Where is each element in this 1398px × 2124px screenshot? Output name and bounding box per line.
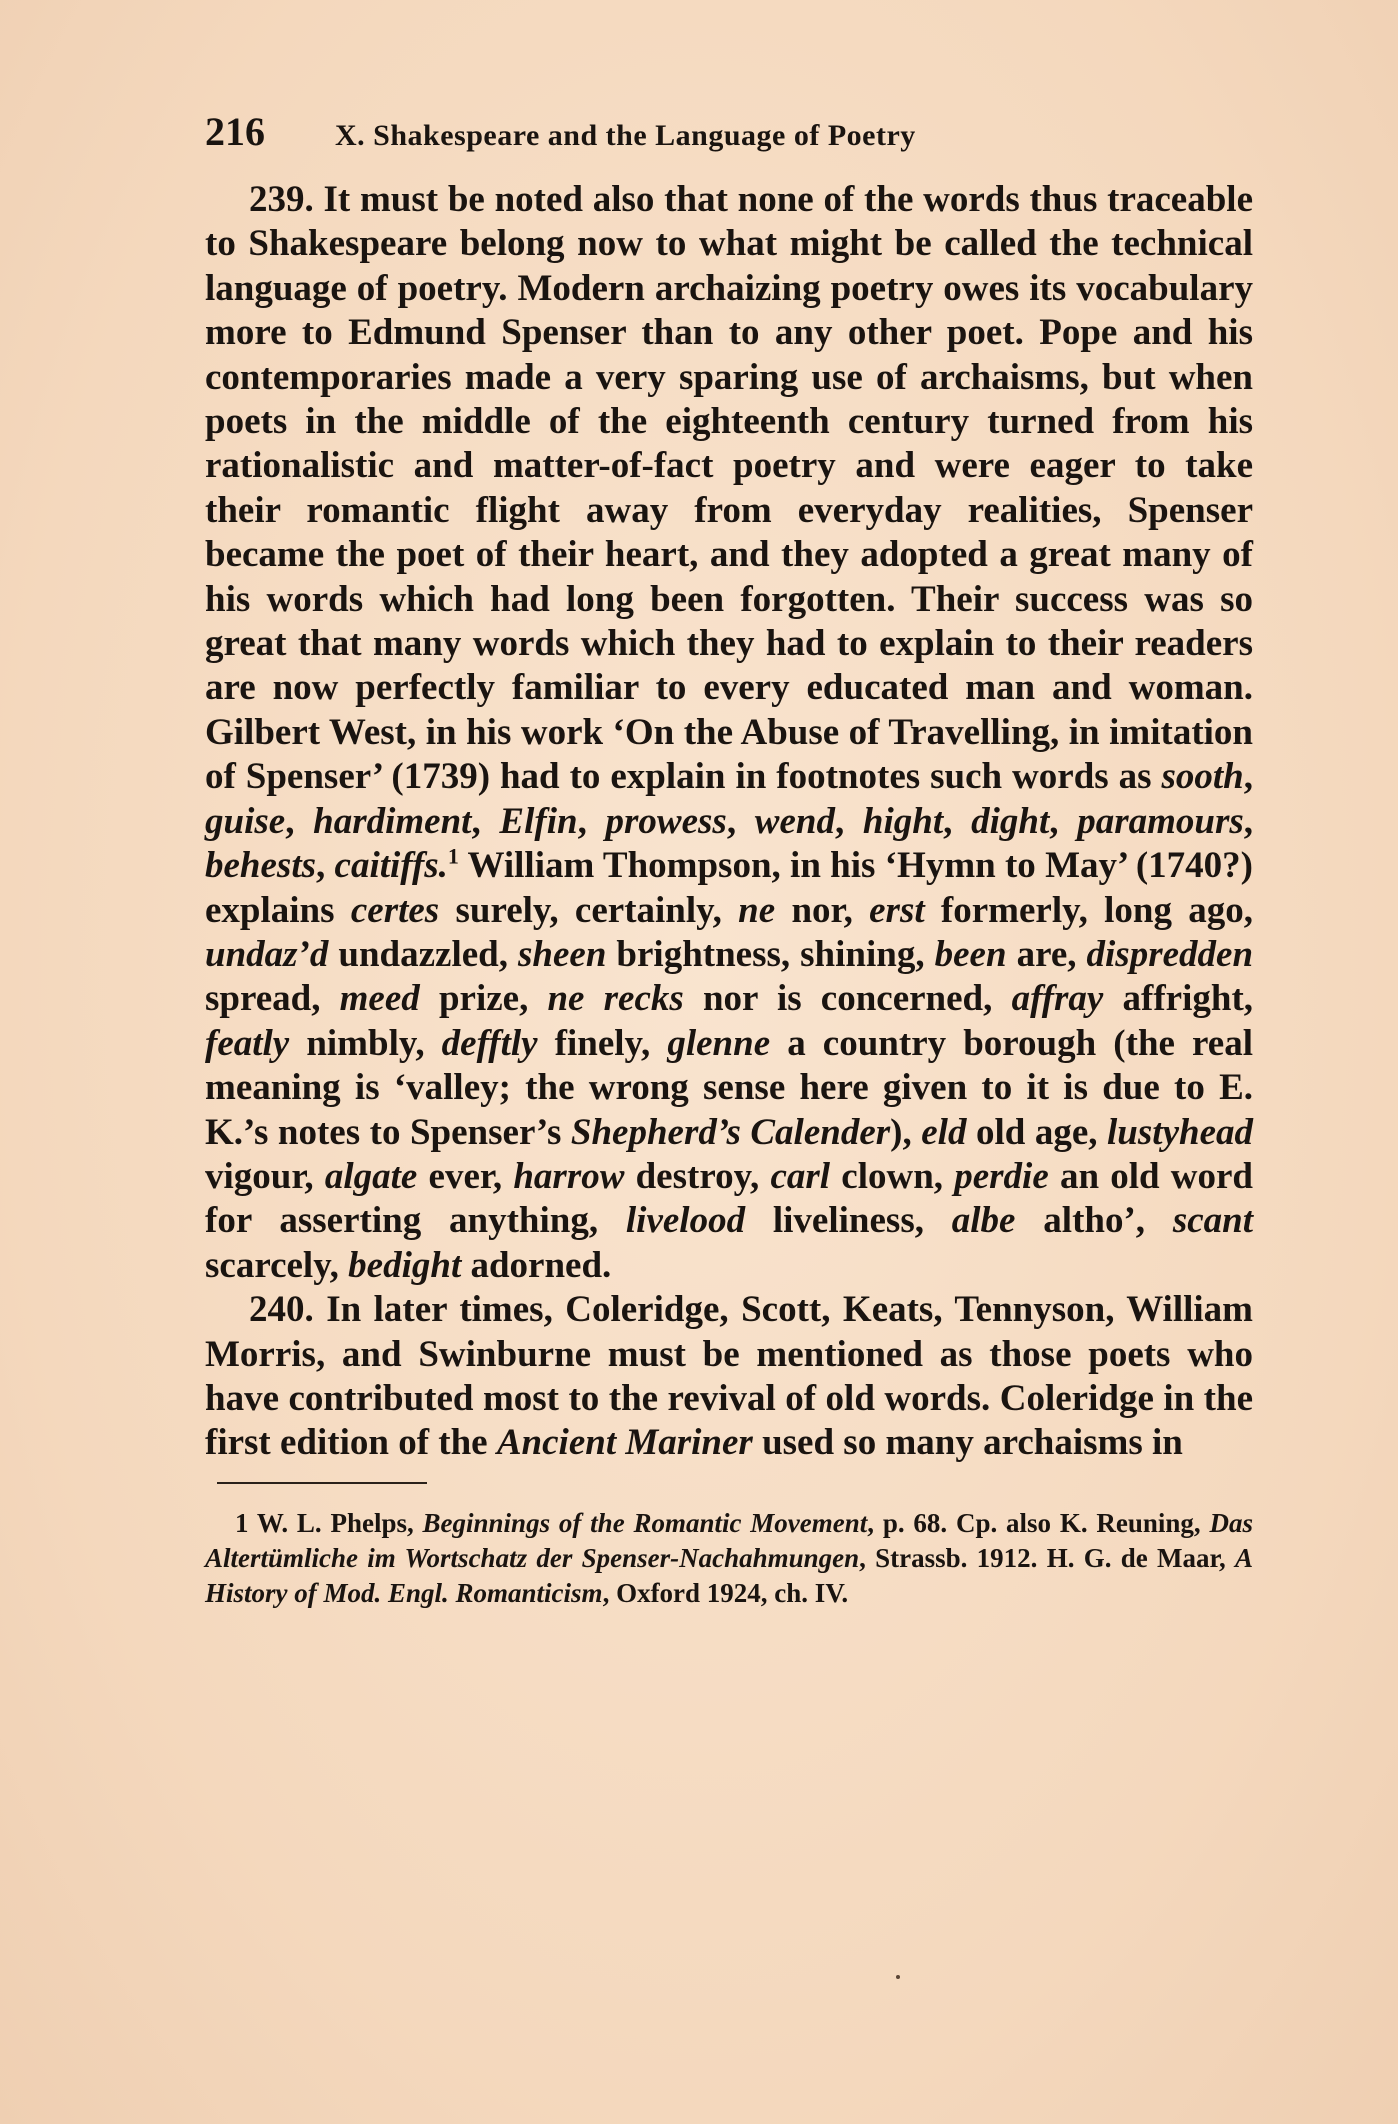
- text-run: It must be noted also that none of the words thus traceable to Shakespeare belong now to what might be called the technical language of poetry. Modern archaizing poetry owes its vocabulary more to Edmund Spenser than to any other poet. Pope and his contemporaries made a very sparing use of archaisms, but when poets in the middle of the eighteenth century turned from his rationalistic and matter-of-fact poetry and were eager to take their romantic flight away from everyday realities, Spenser became the poet of their heart, and they adopted a great many of his words which had long been forgotten. Their success was so great that many words which they had to explain to their readers are now perfectly familiar to every educated man and woman. Gilbert West, in his work ‘On the Abuse of Travelling, in imitation of Spenser’ (1739) had to explain in footnotes such words as: [205, 179, 1253, 798]
- archaic-word: prowess: [605, 800, 727, 842]
- separator: ,: [471, 800, 500, 842]
- separator: ,: [316, 845, 335, 887]
- separator: ,: [1243, 800, 1253, 842]
- separator: ,: [1049, 800, 1078, 842]
- archaic-word: perdie: [954, 1155, 1049, 1197]
- text-run: In later times, Coleridge, Scott, Keats, Tennyson, William Morris, and Swinburne must be mentioned as those poets who have contributed most to the revival of old words. Coleridge in the first edition of the: [205, 1289, 1253, 1464]
- archaic-word: been: [934, 933, 1007, 975]
- footnote-number: 1: [235, 1507, 249, 1538]
- separator: ,: [285, 800, 314, 842]
- book-title: Ancient Mariner: [496, 1422, 753, 1464]
- gloss: ),: [890, 1111, 922, 1153]
- gloss: affright,: [1103, 978, 1254, 1020]
- archaic-word: albe: [951, 1200, 1016, 1242]
- archaic-word: caitiffs.: [334, 845, 448, 887]
- separator: ,: [943, 800, 972, 842]
- paper-speck: [896, 1975, 900, 1979]
- archaic-word: guise: [205, 800, 286, 842]
- archaic-word: sooth: [1161, 756, 1244, 798]
- archaic-word: paramours: [1077, 800, 1244, 842]
- archaic-word: harrow: [513, 1155, 625, 1197]
- archaic-word: hight: [862, 800, 944, 842]
- gloss: undazzled,: [328, 933, 519, 975]
- gloss: liveliness,: [745, 1200, 952, 1242]
- gloss: spread,: [205, 978, 340, 1020]
- text-run: , p. 68. Cp. also K. Reuning,: [867, 1507, 1210, 1538]
- paragraph-239: [205, 178, 1253, 1288]
- gloss: nimbly,: [289, 1022, 442, 1064]
- separator: ,: [577, 800, 606, 842]
- archaic-word: glenne: [667, 1022, 771, 1064]
- gloss: nor,: [775, 889, 870, 931]
- text-run: , Oxford 1924, ch. IV.: [602, 1577, 849, 1608]
- archaic-word: algate: [324, 1155, 418, 1197]
- book-title: A History of Mod. Engl. Romanticism: [205, 1542, 1253, 1608]
- gloss: vigour,: [205, 1155, 325, 1197]
- archaic-word: meed: [339, 978, 420, 1020]
- text-run: W. L. Phelps,: [248, 1507, 423, 1538]
- archaic-word: certes: [350, 889, 440, 931]
- archaic-word: ne: [738, 889, 776, 931]
- footnote-reference: 1: [447, 843, 459, 869]
- archaic-word: sheen: [518, 933, 607, 975]
- archaic-word: livelood: [625, 1200, 746, 1242]
- gloss: brightness, shining,: [606, 933, 935, 975]
- gloss: formerly, long ago,: [924, 889, 1254, 931]
- paragraph-240: [205, 1288, 1253, 1466]
- archaic-word: behests: [205, 845, 316, 887]
- footnote-divider: [217, 1482, 427, 1484]
- gloss: an old word for asserting anything,: [205, 1155, 1254, 1242]
- gloss: are,: [1006, 933, 1087, 975]
- section-number: 239.: [249, 179, 314, 220]
- book-title: Shepherd’s Calender: [570, 1111, 891, 1153]
- running-title: X. Shakespeare and the Language of Poetry: [335, 119, 916, 152]
- gloss: adorned.: [461, 1244, 612, 1286]
- book-title: Beginnings of the Romantic Movement: [422, 1507, 868, 1538]
- gloss: ever,: [417, 1155, 514, 1197]
- gloss: prize,: [419, 978, 548, 1020]
- archaic-word: carl: [770, 1155, 831, 1197]
- text-run: , Strassb. 1912. H. G. de Maar,: [859, 1542, 1235, 1573]
- text-run: used so many archaisms in: [752, 1422, 1183, 1464]
- archaic-word: affray: [1011, 978, 1104, 1020]
- archaic-word: eld: [921, 1111, 967, 1153]
- footnote: [205, 1506, 1253, 1611]
- gloss: surely, certainly,: [439, 889, 739, 931]
- archaic-word: scant: [1172, 1200, 1254, 1242]
- separator: ,: [726, 800, 755, 842]
- section-number: 240.: [249, 1289, 314, 1331]
- archaic-word: erst: [869, 889, 925, 931]
- body-text: [205, 178, 1253, 1466]
- archaic-word: defftly: [441, 1022, 538, 1064]
- gloss: nor is concerned,: [683, 978, 1012, 1020]
- page-number: 216: [205, 109, 265, 154]
- archaic-word: ne recks: [547, 978, 684, 1020]
- archaic-word: featly: [205, 1022, 290, 1064]
- book-page: [205, 108, 1253, 1611]
- archaic-word: bedight: [348, 1244, 462, 1286]
- gloss: destroy,: [624, 1155, 771, 1197]
- gloss: old age,: [966, 1111, 1108, 1153]
- archaic-word: dight: [971, 800, 1050, 842]
- archaic-word: lustyhead: [1107, 1111, 1253, 1153]
- running-head: [205, 108, 1253, 160]
- gloss: altho’,: [1015, 1200, 1173, 1242]
- archaic-word: Elfin: [499, 800, 578, 842]
- archaic-word: dispredden: [1086, 933, 1254, 975]
- gloss: clown,: [830, 1155, 955, 1197]
- text-run: William Thompson, in his ‘Hymn to May’ (1740?) explains: [205, 845, 1253, 931]
- archaic-word: hardiment: [313, 800, 472, 842]
- separator: ,: [1243, 756, 1253, 798]
- gloss: finely,: [537, 1022, 668, 1064]
- gloss: scarcely,: [205, 1244, 349, 1286]
- archaic-word: undaz’d: [205, 933, 329, 975]
- gloss: a country borough (the real meaning is ‘valley; the wrong sense here given to it is due to E. K.’s notes to Spenser’s: [205, 1022, 1253, 1153]
- book-title: Das Altertümliche im Wortschatz der Spenser-Nachahmungen: [205, 1507, 1253, 1573]
- archaic-word: wend: [754, 800, 835, 842]
- separator: ,: [834, 800, 863, 842]
